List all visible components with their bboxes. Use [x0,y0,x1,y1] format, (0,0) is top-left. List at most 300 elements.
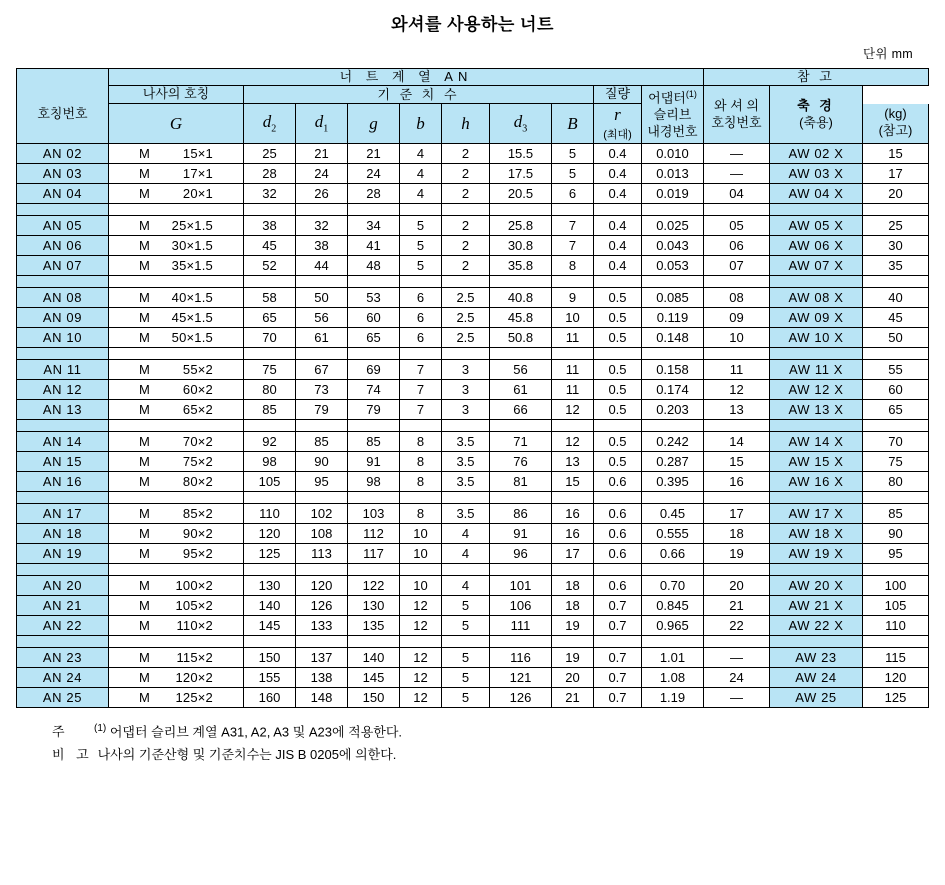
cell-designation-no: AN 21 [16,596,108,616]
spacer-cell [551,492,593,504]
spacer-cell [399,348,441,360]
cell-g: 85 [347,432,399,452]
cell-mass: 1.08 [641,668,703,688]
cell-r: 0.5 [593,432,641,452]
cell-adapter-sleeve-no: 05 [703,216,769,236]
cell-washer-designation-no: AW 06 X [769,236,862,256]
header-d3 [489,104,551,144]
cell-B: 18 [551,576,593,596]
cell-adapter-sleeve-no: 12 [703,380,769,400]
table-row [16,144,928,164]
spacer-cell [703,276,769,288]
table-row [16,576,928,596]
spacer-cell [295,492,347,504]
cell-mass: 0.085 [641,288,703,308]
header-washer-line2: 호칭번호 [711,114,762,130]
spacer-cell [593,564,641,576]
cell-designation-no: AN 24 [16,668,108,688]
cell-b: 10 [399,576,441,596]
cell-washer-designation-no: AW 11 X [769,360,862,380]
cell-designation-no: AN 17 [16,504,108,524]
cell-washer-designation-no: AW 23 [769,648,862,668]
cell-thread-prefix: M [138,290,151,306]
spacer-cell [551,204,593,216]
spacer-cell [16,492,108,504]
cell-b: 8 [399,504,441,524]
cell-adapter-sleeve-no: — [703,144,769,164]
cell-adapter-sleeve-no: 10 [703,328,769,348]
cell-B: 21 [551,688,593,708]
cell-d2: 25 [243,144,295,164]
cell-d1: 79 [295,400,347,420]
cell-d2: 155 [243,668,295,688]
cell-designation-no: AN 14 [16,432,108,452]
header-r-text: r [614,105,621,125]
spacer-cell [243,636,295,648]
spacer-cell [108,276,243,288]
cell-b: 4 [399,144,441,164]
cell-h: 2.5 [441,288,489,308]
header-b-text: b [416,113,425,133]
cell-b: 8 [399,472,441,492]
cell-g: 150 [347,688,399,708]
cell-thread-size: 45×1.5 [171,310,213,326]
table-row [16,648,928,668]
header-d1-text: d [314,112,324,132]
header-washer-designation-no [703,86,769,144]
cell-d1: 126 [295,596,347,616]
cell-designation-no: AN 16 [16,472,108,492]
cell-h: 5 [441,668,489,688]
spacer-cell [243,348,295,360]
cell-thread-designation [108,164,243,184]
cell-d1: 50 [295,288,347,308]
cell-r: 0.5 [593,400,641,420]
cell-washer-designation-no: AW 16 X [769,472,862,492]
cell-mass: 1.19 [641,688,703,708]
cell-designation-no: AN 13 [16,400,108,420]
cell-d2: 125 [243,544,295,564]
cell-b: 7 [399,360,441,380]
cell-g: 145 [347,668,399,688]
cell-B: 10 [551,308,593,328]
page-title: 와셔를 사용하는 너트 [391,15,554,34]
cell-thread-size: 80×2 [182,474,213,490]
cell-thread-prefix: M [138,362,151,378]
cell-adapter-sleeve-no: 24 [703,668,769,688]
cell-d1: 133 [295,616,347,636]
table-row [16,504,928,524]
table-row-spacer [16,276,928,288]
spacer-cell [593,204,641,216]
spacer-cell [243,420,295,432]
cell-d3: 81 [489,472,551,492]
cell-d3: 56 [489,360,551,380]
cell-b: 12 [399,688,441,708]
cell-h: 2.5 [441,308,489,328]
spacer-cell [16,636,108,648]
cell-adapter-sleeve-no: 04 [703,184,769,204]
cell-designation-no: AN 19 [16,544,108,564]
cell-d1: 32 [295,216,347,236]
cell-B: 6 [551,184,593,204]
header-d3-sub: 3 [522,123,528,135]
cell-d2: 85 [243,400,295,420]
cell-thread-designation [108,328,243,348]
spacer-cell [593,492,641,504]
cell-shaft-diameter: 125 [862,688,928,708]
header-designation-no: 호칭번호 [16,86,108,144]
cell-d1: 21 [295,144,347,164]
cell-b: 8 [399,432,441,452]
header-shaft-line1: 축 경 [797,97,835,113]
header-thread-symbol [108,104,243,144]
spacer-cell [243,564,295,576]
cell-thread-size: 20×1 [182,186,213,202]
cell-shaft-diameter: 35 [862,256,928,276]
cell-thread-size: 115×2 [176,650,213,666]
header-d2-text: d [262,112,272,132]
cell-shaft-diameter: 45 [862,308,928,328]
cell-thread-prefix: M [138,546,151,562]
spacer-cell [399,204,441,216]
cell-thread-designation [108,544,243,564]
cell-shaft-diameter: 90 [862,524,928,544]
cell-thread-designation [108,576,243,596]
spacer-cell [489,276,551,288]
cell-d1: 56 [295,308,347,328]
spacer-cell [347,492,399,504]
cell-r: 0.5 [593,380,641,400]
cell-designation-no: AN 18 [16,524,108,544]
cell-r: 0.5 [593,288,641,308]
cell-thread-prefix: M [138,618,151,634]
spacer-cell [769,636,862,648]
cell-d1: 24 [295,164,347,184]
cell-g: 135 [347,616,399,636]
cell-thread-prefix: M [138,382,151,398]
cell-B: 7 [551,236,593,256]
spacer-cell [108,636,243,648]
cell-thread-size: 35×1.5 [171,258,213,274]
header-group-standard-dims: 기 준 치 수 [243,86,593,104]
cell-mass: 0.148 [641,328,703,348]
cell-mass: 0.119 [641,308,703,328]
cell-d1: 95 [295,472,347,492]
cell-washer-designation-no: AW 20 X [769,576,862,596]
cell-d3: 50.8 [489,328,551,348]
cell-B: 16 [551,524,593,544]
cell-B: 5 [551,164,593,184]
cell-h: 3 [441,360,489,380]
header-adapter-line1: 어댑터 [648,90,686,106]
cell-g: 98 [347,472,399,492]
cell-adapter-sleeve-no: 14 [703,432,769,452]
table-row [16,668,928,688]
table-row-spacer [16,204,928,216]
spacer-cell [441,420,489,432]
cell-thread-size: 105×2 [175,598,213,614]
header-mass: 질량 [593,86,641,104]
cell-d3: 30.8 [489,236,551,256]
cell-shaft-diameter: 105 [862,596,928,616]
cell-h: 2 [441,256,489,276]
spacer-cell [243,276,295,288]
cell-d1: 138 [295,668,347,688]
cell-r: 0.7 [593,688,641,708]
cell-thread-size: 40×1.5 [171,290,213,306]
cell-b: 10 [399,544,441,564]
cell-d3: 71 [489,432,551,452]
cell-washer-designation-no: AW 24 [769,668,862,688]
spacer-cell [862,420,928,432]
cell-thread-designation [108,472,243,492]
spacer-cell [399,276,441,288]
table-row [16,360,928,380]
table-row [16,452,928,472]
spacer-cell [108,492,243,504]
cell-d2: 92 [243,432,295,452]
cell-shaft-diameter: 70 [862,432,928,452]
cell-d2: 120 [243,524,295,544]
cell-h: 2.5 [441,328,489,348]
header-d2 [243,104,295,144]
cell-g: 69 [347,360,399,380]
cell-thread-designation [108,616,243,636]
cell-h: 3.5 [441,452,489,472]
table-row [16,308,928,328]
cell-thread-designation [108,360,243,380]
cell-shaft-diameter: 15 [862,144,928,164]
spacer-cell [441,204,489,216]
header-mass-units [862,104,928,144]
table-row [16,472,928,492]
spacer-cell [769,348,862,360]
header-group-nut-series: 너 트 계 열 AN [108,69,703,86]
cell-h: 3 [441,380,489,400]
remark-text: 나사의 기준산형 및 기준치수는 JIS B 0205에 의한다. [97,747,397,763]
cell-b: 6 [399,308,441,328]
header-g-text: g [369,113,378,133]
cell-g: 60 [347,308,399,328]
header-d2-sub: 2 [271,123,277,135]
cell-thread-prefix: M [138,258,151,274]
cell-designation-no: AN 15 [16,452,108,472]
header-adapter-sleeve-bore-no [641,86,703,144]
cell-adapter-sleeve-no: 21 [703,596,769,616]
spacer-cell [641,564,703,576]
cell-r: 0.7 [593,668,641,688]
table-row [16,216,928,236]
spacer-cell [489,564,551,576]
cell-g: 34 [347,216,399,236]
cell-thread-designation [108,380,243,400]
cell-thread-prefix: M [138,454,151,470]
cell-designation-no: AN 23 [16,648,108,668]
cell-g: 140 [347,648,399,668]
cell-d2: 80 [243,380,295,400]
cell-g: 112 [347,524,399,544]
table-row-spacer [16,636,928,648]
cell-shaft-diameter: 115 [862,648,928,668]
cell-b: 12 [399,596,441,616]
cell-B: 12 [551,400,593,420]
cell-d2: 32 [243,184,295,204]
cell-washer-designation-no: AW 02 X [769,144,862,164]
cell-b: 4 [399,184,441,204]
cell-adapter-sleeve-no: 06 [703,236,769,256]
header-d1-sub: 1 [323,123,329,135]
cell-h: 5 [441,616,489,636]
spacer-cell [703,348,769,360]
cell-thread-prefix: M [138,690,151,706]
cell-mass: 0.287 [641,452,703,472]
table-row-spacer [16,564,928,576]
footnote-1 [52,720,945,744]
cell-h: 5 [441,648,489,668]
cell-adapter-sleeve-no: — [703,648,769,668]
cell-shaft-diameter: 95 [862,544,928,564]
spacer-cell [769,276,862,288]
cell-thread-prefix: M [138,238,151,254]
header-corner-blank [16,69,108,86]
cell-g: 130 [347,596,399,616]
table-row [16,236,928,256]
spacer-cell [489,348,551,360]
cell-d3: 45.8 [489,308,551,328]
cell-r: 0.5 [593,360,641,380]
cell-d2: 98 [243,452,295,472]
cell-h: 4 [441,576,489,596]
cell-designation-no: AN 06 [16,236,108,256]
cell-thread-size: 125×2 [175,690,213,706]
cell-B: 16 [551,504,593,524]
cell-g: 74 [347,380,399,400]
cell-mass: 0.025 [641,216,703,236]
footnote-label: 주 [52,724,69,740]
table-row [16,380,928,400]
cell-mass: 0.013 [641,164,703,184]
cell-d1: 26 [295,184,347,204]
footnotes [52,720,945,767]
spacer-cell [641,420,703,432]
cell-g: 65 [347,328,399,348]
table-header [16,69,928,144]
cell-shaft-diameter: 80 [862,472,928,492]
cell-B: 13 [551,452,593,472]
cell-thread-designation [108,504,243,524]
cell-designation-no: AN 02 [16,144,108,164]
cell-d2: 105 [243,472,295,492]
cell-mass: 0.965 [641,616,703,636]
cell-adapter-sleeve-no: 16 [703,472,769,492]
cell-thread-size: 65×2 [182,402,213,418]
cell-d2: 28 [243,164,295,184]
cell-B: 19 [551,648,593,668]
cell-shaft-diameter: 60 [862,380,928,400]
spacer-cell [593,276,641,288]
cell-B: 11 [551,380,593,400]
cell-h: 5 [441,596,489,616]
cell-designation-no: AN 22 [16,616,108,636]
cell-adapter-sleeve-no: 08 [703,288,769,308]
header-d1 [295,104,347,144]
cell-thread-size: 30×1.5 [171,238,213,254]
cell-d2: 160 [243,688,295,708]
cell-designation-no: AN 03 [16,164,108,184]
cell-thread-size: 85×2 [182,506,213,522]
cell-thread-size: 55×2 [182,362,213,378]
cell-g: 103 [347,504,399,524]
cell-thread-designation [108,236,243,256]
cell-designation-no: AN 10 [16,328,108,348]
header-washer-line1: 와 셔 의 [714,98,759,114]
cell-thread-prefix: M [138,166,151,182]
cell-h: 3.5 [441,504,489,524]
header-shaft-line2: (축용) [799,114,833,130]
cell-thread-prefix: M [138,434,151,450]
header-thread-designation: 나사의 호칭 [108,86,243,104]
cell-thread-designation [108,524,243,544]
table-row [16,616,928,636]
cell-r: 0.6 [593,544,641,564]
spacer-cell [489,492,551,504]
cell-thread-designation [108,308,243,328]
cell-d3: 76 [489,452,551,472]
cell-d1: 102 [295,504,347,524]
cell-d3: 40.8 [489,288,551,308]
cell-mass: 0.043 [641,236,703,256]
cell-h: 2 [441,216,489,236]
cell-d2: 130 [243,576,295,596]
cell-adapter-sleeve-no: 07 [703,256,769,276]
cell-d3: 17.5 [489,164,551,184]
spacer-cell [295,636,347,648]
spacer-cell [769,420,862,432]
cell-b: 8 [399,452,441,472]
spacer-cell [769,492,862,504]
spacer-cell [108,348,243,360]
cell-designation-no: AN 12 [16,380,108,400]
cell-r: 0.6 [593,504,641,524]
cell-d3: 91 [489,524,551,544]
cell-r: 0.4 [593,256,641,276]
cell-d1: 108 [295,524,347,544]
cell-designation-no: AN 07 [16,256,108,276]
cell-thread-size: 100×2 [175,578,213,594]
cell-mass: 0.395 [641,472,703,492]
cell-adapter-sleeve-no: — [703,688,769,708]
cell-thread-prefix: M [138,506,151,522]
spacer-cell [295,204,347,216]
cell-thread-designation [108,288,243,308]
spacer-cell [593,420,641,432]
spacer-cell [769,564,862,576]
header-d3-text: d [513,112,523,132]
header-group-reference: 참 고 [703,69,928,86]
cell-thread-designation [108,184,243,204]
cell-d3: 20.5 [489,184,551,204]
cell-mass: 0.203 [641,400,703,420]
cell-d3: 106 [489,596,551,616]
cell-h: 2 [441,164,489,184]
spacer-cell [399,564,441,576]
cell-r: 0.4 [593,184,641,204]
spacer-cell [441,348,489,360]
cell-shaft-diameter: 40 [862,288,928,308]
header-h-text: h [461,113,470,133]
spacer-cell [16,276,108,288]
